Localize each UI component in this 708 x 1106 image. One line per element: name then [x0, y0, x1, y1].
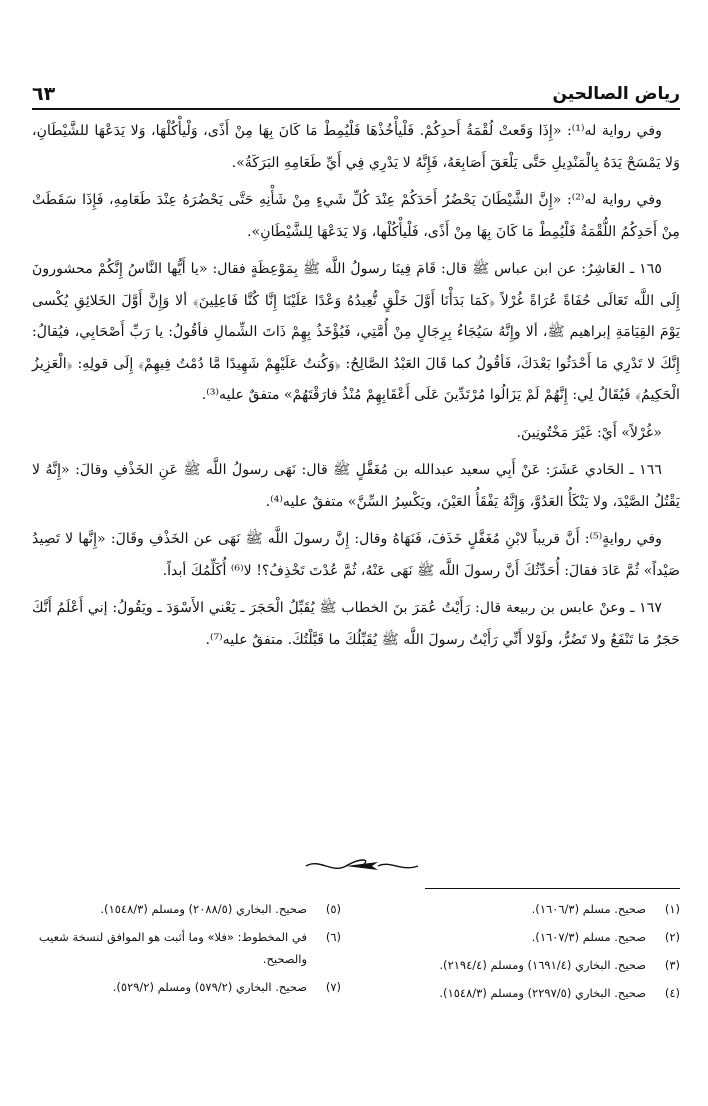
footnote-text: صحيح. البخاري (٢٠٨٨/٥) ومسلم (١٥٤٨/٣).: [100, 902, 307, 916]
footnote: [371, 982, 680, 1004]
footnotes-right-column: [371, 898, 680, 1010]
book-title: رياض الصالحين: [552, 84, 680, 104]
footnotes-left-column: [32, 898, 341, 1010]
footnote-text: صحيح. البخاري (٢٢٩٧/٥) ومسلم (١٥٤٨/٣).: [439, 986, 646, 1000]
document-page: [32, 56, 680, 1076]
footnotes: [32, 898, 680, 1010]
paragraph: ١٦٥ ـ العَاشِرُ: عن ابن عباس ﷺ قال: قَامَ فِينَا رسولُ اللَّه ﷺ بِمَوْعِظَةٍ فقال: «يا أَيُّها النَّاسُ إِنَّكُمْ محشورونَ إِلَى اللَّه تَعَالَى حُفَاةً عُرَاةً غُرْلاً ﴿كَمَا بَدَأْنَا أَوَّلَ خَلْقٍ نُّعِيدُهُ وَعْدًا عَلَيْنَا إِنَّا كُنَّا فَاعِلِينَ﴾ ألا وَإِنَّ أَوَّلَ الخَلائِقِ يُكْسى يَوْمَ القِيَامَةِ إبراهيم ﷺ، ألا وإِنَّهُ سَيُجَاءُ بِرِجَالٍ مِنْ أُمَّتِي، فَيُؤْخَذُ بِهِمْ ذَاتَ الشِّمالِ فأقُولُ: يا رَبِّ أَصْحَابِي، فيُقالُ: إِنَّكَ لا تَدْرِي مَا أَحْدَثُوا بَعْدَكَ، فَأقُولُ كما قَالَ العَبْدُ الصَّالِحُ: ﴿وَكُنتُ عَلَيْهِمْ شَهِيدًا مَّا دُمْتُ فِيهِمْ﴾ إِلَى قولِهِ: ﴿الْعَزِيزُ الْحَكِيمُ﴾ فَيُقَالُ لِي: إِنَّهُمْ لَمْ يَزَالُوا مُرْتَدِّينَ عَلَى أَعْقَابِهِمْ مُنْذُ فارَقْتَهُمْ» متفقٌ عليه⁽³⁾.: [32, 261, 680, 403]
running-header: [32, 78, 680, 110]
footnote: [32, 976, 341, 998]
footnote: [32, 926, 341, 970]
footnote-number: (٢): [664, 930, 680, 944]
footnote-number: (٧): [325, 980, 341, 994]
footnote-number: (١): [664, 902, 680, 916]
paragraph: وفي رواية له⁽²⁾: «إِنَّ الشَّيْطَانَ يَحْضُرُ أَحَدَكُمْ عِنْدَ كُلِّ شَيءٍ مِنْ شَأْنِهِ حَتَّى يَحْضُرَهُ عِنْدَ طَعَامِهِ، فَإِذَا سَقَطَتْ مِنْ أَحَدِكُمُ اللُّقْمَةُ فَلْيُمِطْ مَا كَانَ بِهَا مِنْ أَذًى، فَلْيأْكُلْها، وَلا يَدَعْهَا لِلشَّيْطَانِ».: [32, 192, 680, 240]
footnote-number: (٦): [325, 930, 341, 944]
paragraph: وفي رواية له⁽¹⁾: «إِذَا وَقَعتْ لُقْمَةُ أَحدِكُمْ. فَلْيأْخُذْهَا فَلْيُمِطْ مَا كَانَ بِهَا مِنْ أَذًى، وَلْيأْكُلْهَا، وَلا يَدَعْهَا للشَّيْطَانِ، وَلا يَمْسَحْ يَدَهُ بِالْمَنْدِيلِ حَتَّى يَلْعَقَ أَصَابِعَهُ، فَإِنَّهُ لا يَدْرِي فِي أَيِّ طَعَامِهِ البَرَكَةُ».: [32, 123, 680, 171]
footnote: [32, 898, 341, 920]
paragraph: ١٦٦ ـ الحَادي عَشَرَ: عَنْ أَبِي سعيد عبدالله بن مُغَفَّلٍ ﷺ قال: نَهَى رسولُ اللَّه ﷺ عَنِ الخَذْفِ وقالَ: «إِنَّهُ لا يَقْتُلُ الصَّيْدَ، ولا يَنْكَأُ العَدُوَّ، وَإِنَّهُ يَفْقَأُ العَيْنَ، ويَكْسِرُ السِّنَّ» متفقٌ عليه⁽⁴⁾.: [32, 462, 680, 510]
ornament-divider-icon: [302, 856, 422, 876]
footnote-text: صحيح. البخاري (٥٧٩/٢) ومسلم (٥٢٩/٢).: [112, 980, 307, 994]
gloss-paragraph: «غُرْلاً» أَيْ: غَيْرَ مَخْتُونِينَ.: [516, 424, 662, 441]
footnote: [371, 954, 680, 976]
page-number: ٦٣: [32, 83, 56, 105]
footnote-number: (٣): [664, 958, 680, 972]
main-text: [32, 116, 680, 662]
footnote-rule: [425, 888, 680, 889]
footnote: [371, 898, 680, 920]
footnote-text: صحيح. مسلم (١٦٠٦/٣).: [531, 902, 646, 916]
paragraph: وفي روايةٍ⁽⁵⁾: أَنَّ قريباً لابْنِ مُغَفَّلٍ خَذَفَ، فَنَهَاهُ وقال: إِنَّ رسولَ اللَّه ﷺ نَهَى عن الخَذْفِ وقَالَ: «إِنَّها لا تَصِيدُ صَيْداً» ثُمَّ عَادَ فقالَ: أُحَدِّثُكَ أَنَّ رسولَ اللَّه ﷺ نَهَى عَنْهُ، ثُمَّ عُدْتَ تَخْذِفُ؟! لا⁽⁶⁾ أُكَلِّمُكَ أبداً.: [32, 531, 680, 579]
footnote-number: (٥): [325, 902, 341, 916]
footnote-text: صحيح. البخاري (١٦٩١/٤) ومسلم (٢١٩٤/٤).: [439, 958, 646, 972]
footnote-number: (٤): [664, 986, 680, 1000]
footnote-text: صحيح. مسلم (١٦٠٧/٣).: [531, 930, 646, 944]
paragraph: ١٦٧ ـ وعنْ عابس بن ربيعة قال: رَأَيْتُ عُمَرَ بنَ الخطاب ﷺ يُقَبِّلُ الْحَجَرَ ـ يَعْني الأَسْوَدَ ـ ويَقُولُ: إني أَعْلَمُ أَنَّكَ حَجَرٌ مَا تَنْفَعُ ولا تَضُرُّ، ولَوْلا أَنِّي رَأَيْتُ رسولَ اللَّه ﷺ يُقَبِّلُكَ ما قَبَّلْتُكَ. متفقٌ عليه⁽⁷⁾.: [32, 600, 680, 648]
footnote: [371, 926, 680, 948]
footnote-text: في المخطوط: «فلا» وما أثبت هو الموافق لنسخة شعيب والصحيح.: [38, 930, 307, 966]
